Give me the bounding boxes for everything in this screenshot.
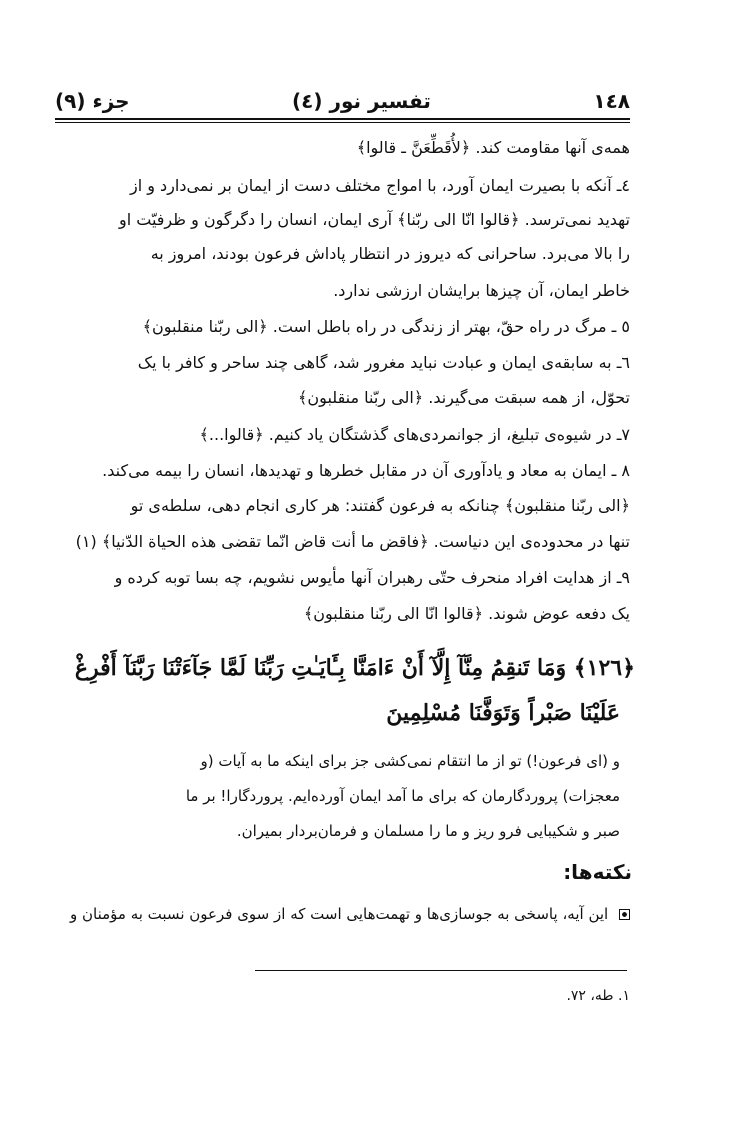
text-line: ٧ـ در شیوه‌ی تبلیغ، از جوانمردی‌های گذشتگان یاد کنیم. ﴿قالوا...﴾ bbox=[199, 425, 630, 444]
quran-verse-line: عَلَيْنَا صَبْراً وَتَوَفَّنَا مُسْلِمِينَ bbox=[386, 700, 620, 726]
text-line: ﴿الی ربّنا منقلبون﴾ چنانکه به فرعون گفتند: هر کاری انجام دهی، سلطه‌ی تو bbox=[130, 496, 630, 515]
part-label: جزء (٩) bbox=[55, 89, 130, 113]
text-line: خاطر ایمان، آن چیزها برایشان ارزشی ندارد. bbox=[333, 281, 630, 300]
translation-line: صبر و شکیبایی فرو ریز و ما را مسلمان و فرمان‌بردار بمیران. bbox=[236, 822, 620, 840]
text-line: یک دفعه عوض شوند. ﴿قالوا انّا الی ربّنا منقلبون﴾ bbox=[303, 604, 630, 623]
page-header bbox=[55, 86, 630, 116]
quran-verse-line: ﴿١٢٦﴾ وَمَا تَنقِمُ مِنَّآ إِلَّآ أَنْ ءَامَنَّا بِـَٔايَـٰتِ رَبِّنَا لَمَّا جَآءَتْنَا رَبَّنَآ أَفْرِغْ bbox=[74, 655, 635, 681]
translation-line: و (ای فرعون!) تو از ما انتقام نمی‌کشی جز برای اینکه ما به آیات (و bbox=[200, 752, 620, 770]
note-item bbox=[40, 905, 630, 923]
translation-line: معجزات) پروردگارمان که برای ما آمد ایمان آورده‌ایم. پروردگارا! بر ما bbox=[185, 787, 620, 805]
square-bullet-icon bbox=[619, 909, 630, 920]
page-number: ١٤٨ bbox=[593, 89, 630, 113]
book-title: تفسیر نور (٤) bbox=[292, 89, 431, 113]
footnote: ١. طه، ٧٢. bbox=[566, 988, 630, 1004]
footnote-rule bbox=[255, 970, 627, 971]
text-line: تحوّل، از همه سبقت می‌گیرند. ﴿الی ربّنا منقلبون﴾ bbox=[298, 388, 630, 407]
text-line: تهدید نمی‌ترسد. ﴿قالوا انّا الی ربّنا﴾ آری ایمان، انسان را دگرگون و ظرفیّت او bbox=[118, 210, 630, 229]
text-line: را بالا می‌برد. ساحرانی که دیروز در انتظار پاداش فرعون بودند، امروز به bbox=[150, 244, 630, 263]
header-rule bbox=[55, 118, 630, 120]
text-line: ٤ـ آنکه با بصیرت ایمان آورد، با امواج مختلف دست از ایمان بر نمی‌دارد و از bbox=[129, 176, 630, 195]
text-line: تنها در محدوده‌ی این دنیاست. ﴿فاقض ما أنت قاض انّما تقضی هذه الحیاة الدّنیا﴾ (١) bbox=[75, 532, 630, 551]
header-rule-thin bbox=[55, 122, 630, 123]
notes-heading: نکته‌ها: bbox=[563, 860, 632, 884]
note-text: این آیه، پاسخی به جوسازی‌ها و تهمت‌هایی است که از سوی فرعون نسبت به مؤمنان و bbox=[69, 905, 609, 923]
text-line: همه‌ی آنها مقاومت کند. ﴿لأُقَطِّعَنَّ ـ قالوا﴾ bbox=[356, 138, 630, 157]
text-line: ٥ ـ مرگ در راه حقّ، بهتر از زندگی در راه باطل است. ﴿الی ربّنا منقلبون﴾ bbox=[142, 317, 630, 336]
text-line: ٩ـ از هدایت افراد منحرف حتّی رهبران آنها مأیوس نشویم، چه بسا توبه کرده و bbox=[114, 568, 630, 587]
text-line: ٨ ـ ایمان به معاد و یادآوری آن در مقابل خطرها و تهدیدها، انسان را بیمه می‌کند. bbox=[102, 461, 630, 480]
text-line: ٦ـ به سابقه‌ی ایمان و عبادت نباید مغرور شد، گاهی چند ساحر و کافر با یک bbox=[137, 353, 630, 372]
